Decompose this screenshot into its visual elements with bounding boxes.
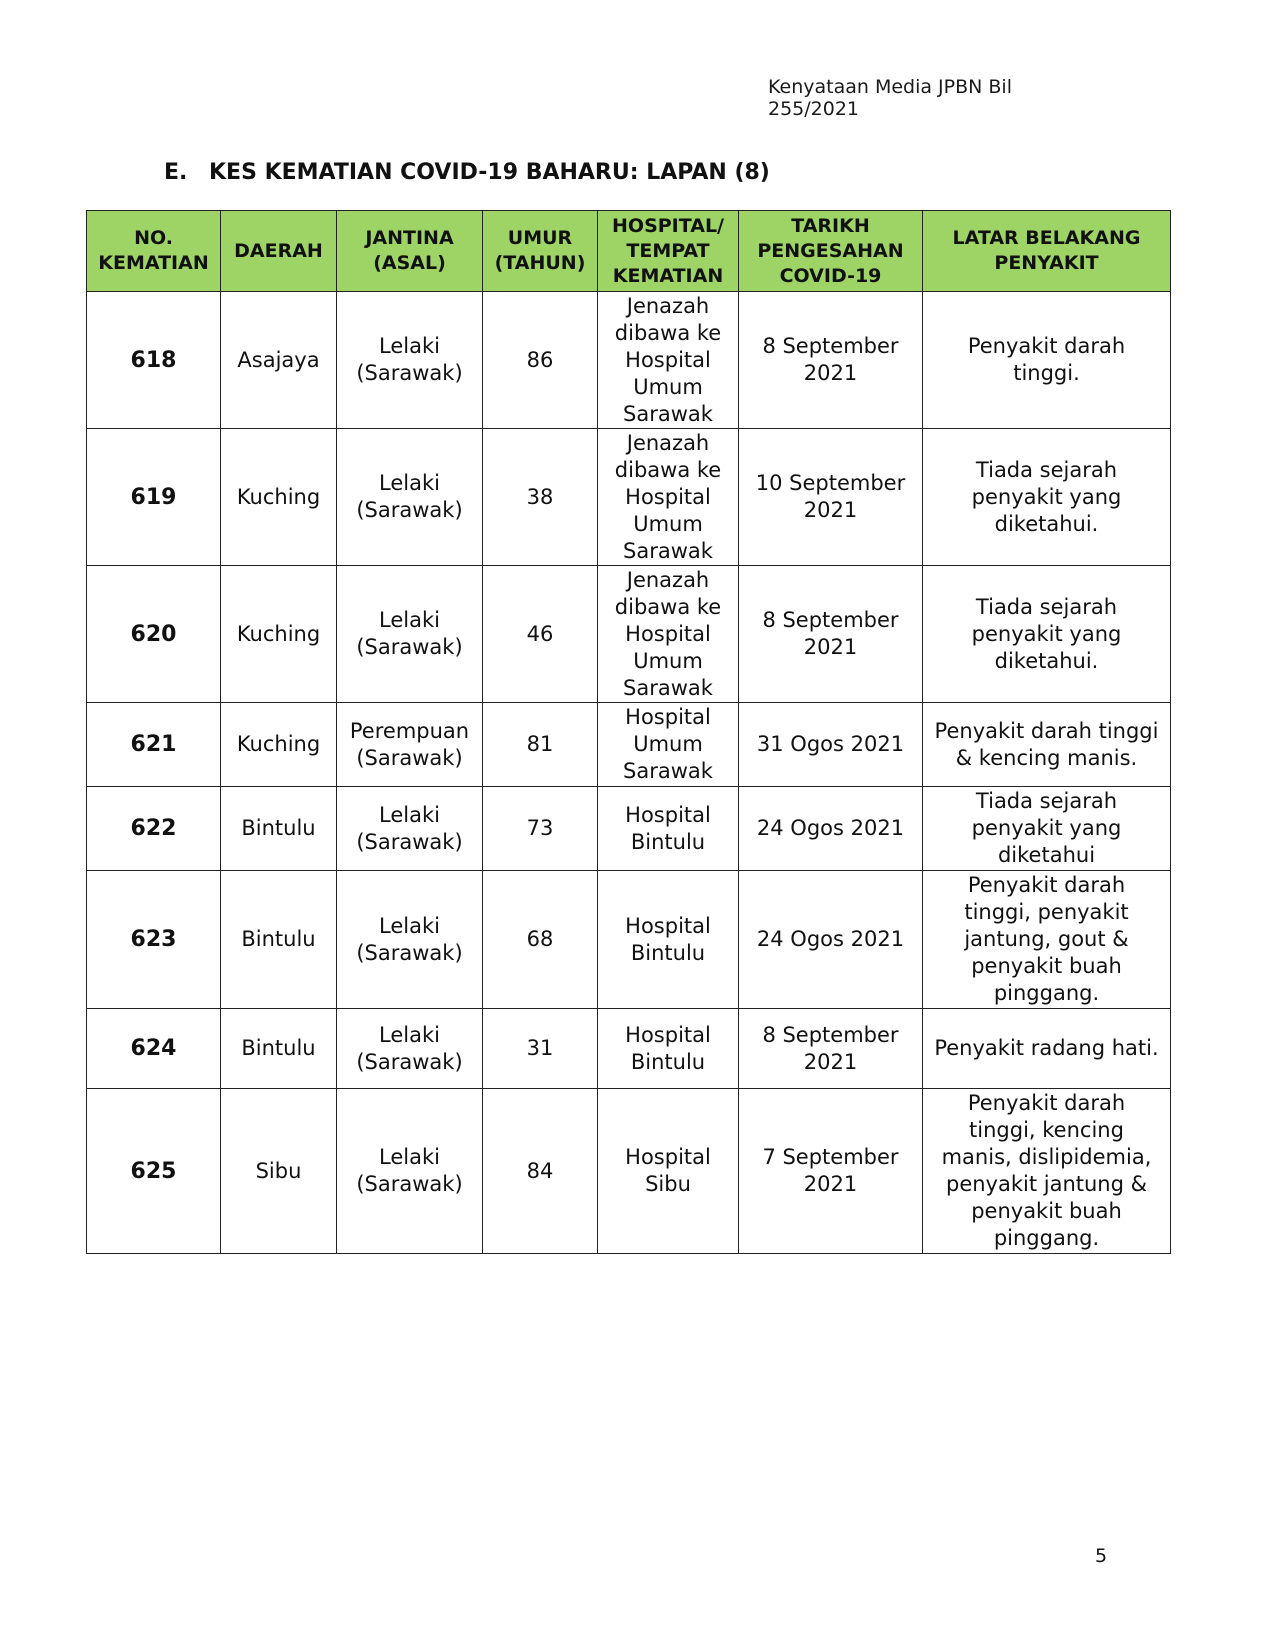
table-row [87, 292, 1171, 429]
table-row [87, 787, 1171, 871]
cell-umur: 68 [483, 871, 598, 1009]
cell-daerah: Bintulu [221, 871, 337, 1009]
cell-daerah: Bintulu [221, 787, 337, 871]
header-no-kematian: NO. KEMATIAN [87, 211, 221, 292]
header-tarikh: TARIKH PENGESAHAN COVID-19 [739, 211, 923, 292]
deaths-table [86, 210, 1171, 1254]
section-title-text: KES KEMATIAN COVID-19 BAHARU: LAPAN (8) [209, 160, 770, 185]
cell-jantina: Lelaki (Sarawak) [337, 787, 483, 871]
header-latar-belakang: LATAR BELAKANG PENYAKIT [923, 211, 1171, 292]
cell-jantina: Lelaki (Sarawak) [337, 429, 483, 566]
cell-latar-belakang: Penyakit radang hati. [923, 1009, 1171, 1089]
page-number: 5 [1095, 1545, 1108, 1567]
header-daerah: DAERAH [221, 211, 337, 292]
cell-tarikh: 8 September 2021 [739, 1009, 923, 1089]
cell-daerah: Kuching [221, 703, 337, 787]
cell-no: 624 [87, 1009, 221, 1089]
cell-no: 622 [87, 787, 221, 871]
cell-umur: 84 [483, 1089, 598, 1254]
cell-no: 618 [87, 292, 221, 429]
cell-jantina: Lelaki (Sarawak) [337, 1009, 483, 1089]
table-row [87, 566, 1171, 703]
cell-tarikh: 8 September 2021 [739, 292, 923, 429]
cell-jantina: Lelaki (Sarawak) [337, 566, 483, 703]
table-row [87, 871, 1171, 1009]
cell-tarikh: 7 September 2021 [739, 1089, 923, 1254]
table-header-row [87, 211, 1171, 292]
cell-umur: 46 [483, 566, 598, 703]
cell-daerah: Kuching [221, 566, 337, 703]
cell-no: 621 [87, 703, 221, 787]
cell-no: 619 [87, 429, 221, 566]
table-row [87, 429, 1171, 566]
cell-hospital: Hospital Umum Sarawak [598, 703, 739, 787]
header-hospital: HOSPITAL/ TEMPAT KEMATIAN [598, 211, 739, 292]
cell-hospital: Jenazah dibawa ke Hospital Umum Sarawak [598, 429, 739, 566]
cell-latar-belakang: Penyakit darah tinggi & kencing manis. [923, 703, 1171, 787]
cell-no: 623 [87, 871, 221, 1009]
cell-latar-belakang: Penyakit darah tinggi, penyakit jantung, gout & penyakit buah pinggang. [923, 871, 1171, 1009]
section-title [164, 160, 770, 185]
cell-latar-belakang: Tiada sejarah penyakit yang diketahui [923, 787, 1171, 871]
cell-umur: 86 [483, 292, 598, 429]
cell-umur: 31 [483, 1009, 598, 1089]
cell-hospital: Jenazah dibawa ke Hospital Umum Sarawak [598, 292, 739, 429]
cell-tarikh: 24 Ogos 2021 [739, 787, 923, 871]
cell-tarikh: 24 Ogos 2021 [739, 871, 923, 1009]
cell-hospital: Jenazah dibawa ke Hospital Umum Sarawak [598, 566, 739, 703]
cell-daerah: Bintulu [221, 1009, 337, 1089]
table-row [87, 1009, 1171, 1089]
header-jantina: JANTINA (ASAL) [337, 211, 483, 292]
cell-umur: 38 [483, 429, 598, 566]
cell-latar-belakang: Penyakit darah tinggi, kencing manis, dislipidemia, penyakit jantung & penyakit buah pinggang. [923, 1089, 1171, 1254]
cell-no: 620 [87, 566, 221, 703]
section-letter: E. [164, 160, 188, 185]
cell-no: 625 [87, 1089, 221, 1254]
cell-daerah: Sibu [221, 1089, 337, 1254]
cell-jantina: Lelaki (Sarawak) [337, 1089, 483, 1254]
cell-umur: 73 [483, 787, 598, 871]
table-row [87, 703, 1171, 787]
cell-tarikh: 10 September 2021 [739, 429, 923, 566]
document-reference: Kenyataan Media JPBN Bil 255/2021 [768, 76, 1012, 120]
cell-tarikh: 31 Ogos 2021 [739, 703, 923, 787]
cell-hospital: Hospital Bintulu [598, 787, 739, 871]
cell-tarikh: 8 September 2021 [739, 566, 923, 703]
table-row [87, 1089, 1171, 1254]
cell-latar-belakang: Tiada sejarah penyakit yang diketahui. [923, 429, 1171, 566]
header-umur: UMUR (TAHUN) [483, 211, 598, 292]
cell-jantina: Perempuan (Sarawak) [337, 703, 483, 787]
cell-latar-belakang: Penyakit darah tinggi. [923, 292, 1171, 429]
cell-hospital: Hospital Sibu [598, 1089, 739, 1254]
cell-latar-belakang: Tiada sejarah penyakit yang diketahui. [923, 566, 1171, 703]
cell-jantina: Lelaki (Sarawak) [337, 292, 483, 429]
cell-hospital: Hospital Bintulu [598, 1009, 739, 1089]
cell-daerah: Asajaya [221, 292, 337, 429]
cell-daerah: Kuching [221, 429, 337, 566]
cell-umur: 81 [483, 703, 598, 787]
cell-hospital: Hospital Bintulu [598, 871, 739, 1009]
cell-jantina: Lelaki (Sarawak) [337, 871, 483, 1009]
